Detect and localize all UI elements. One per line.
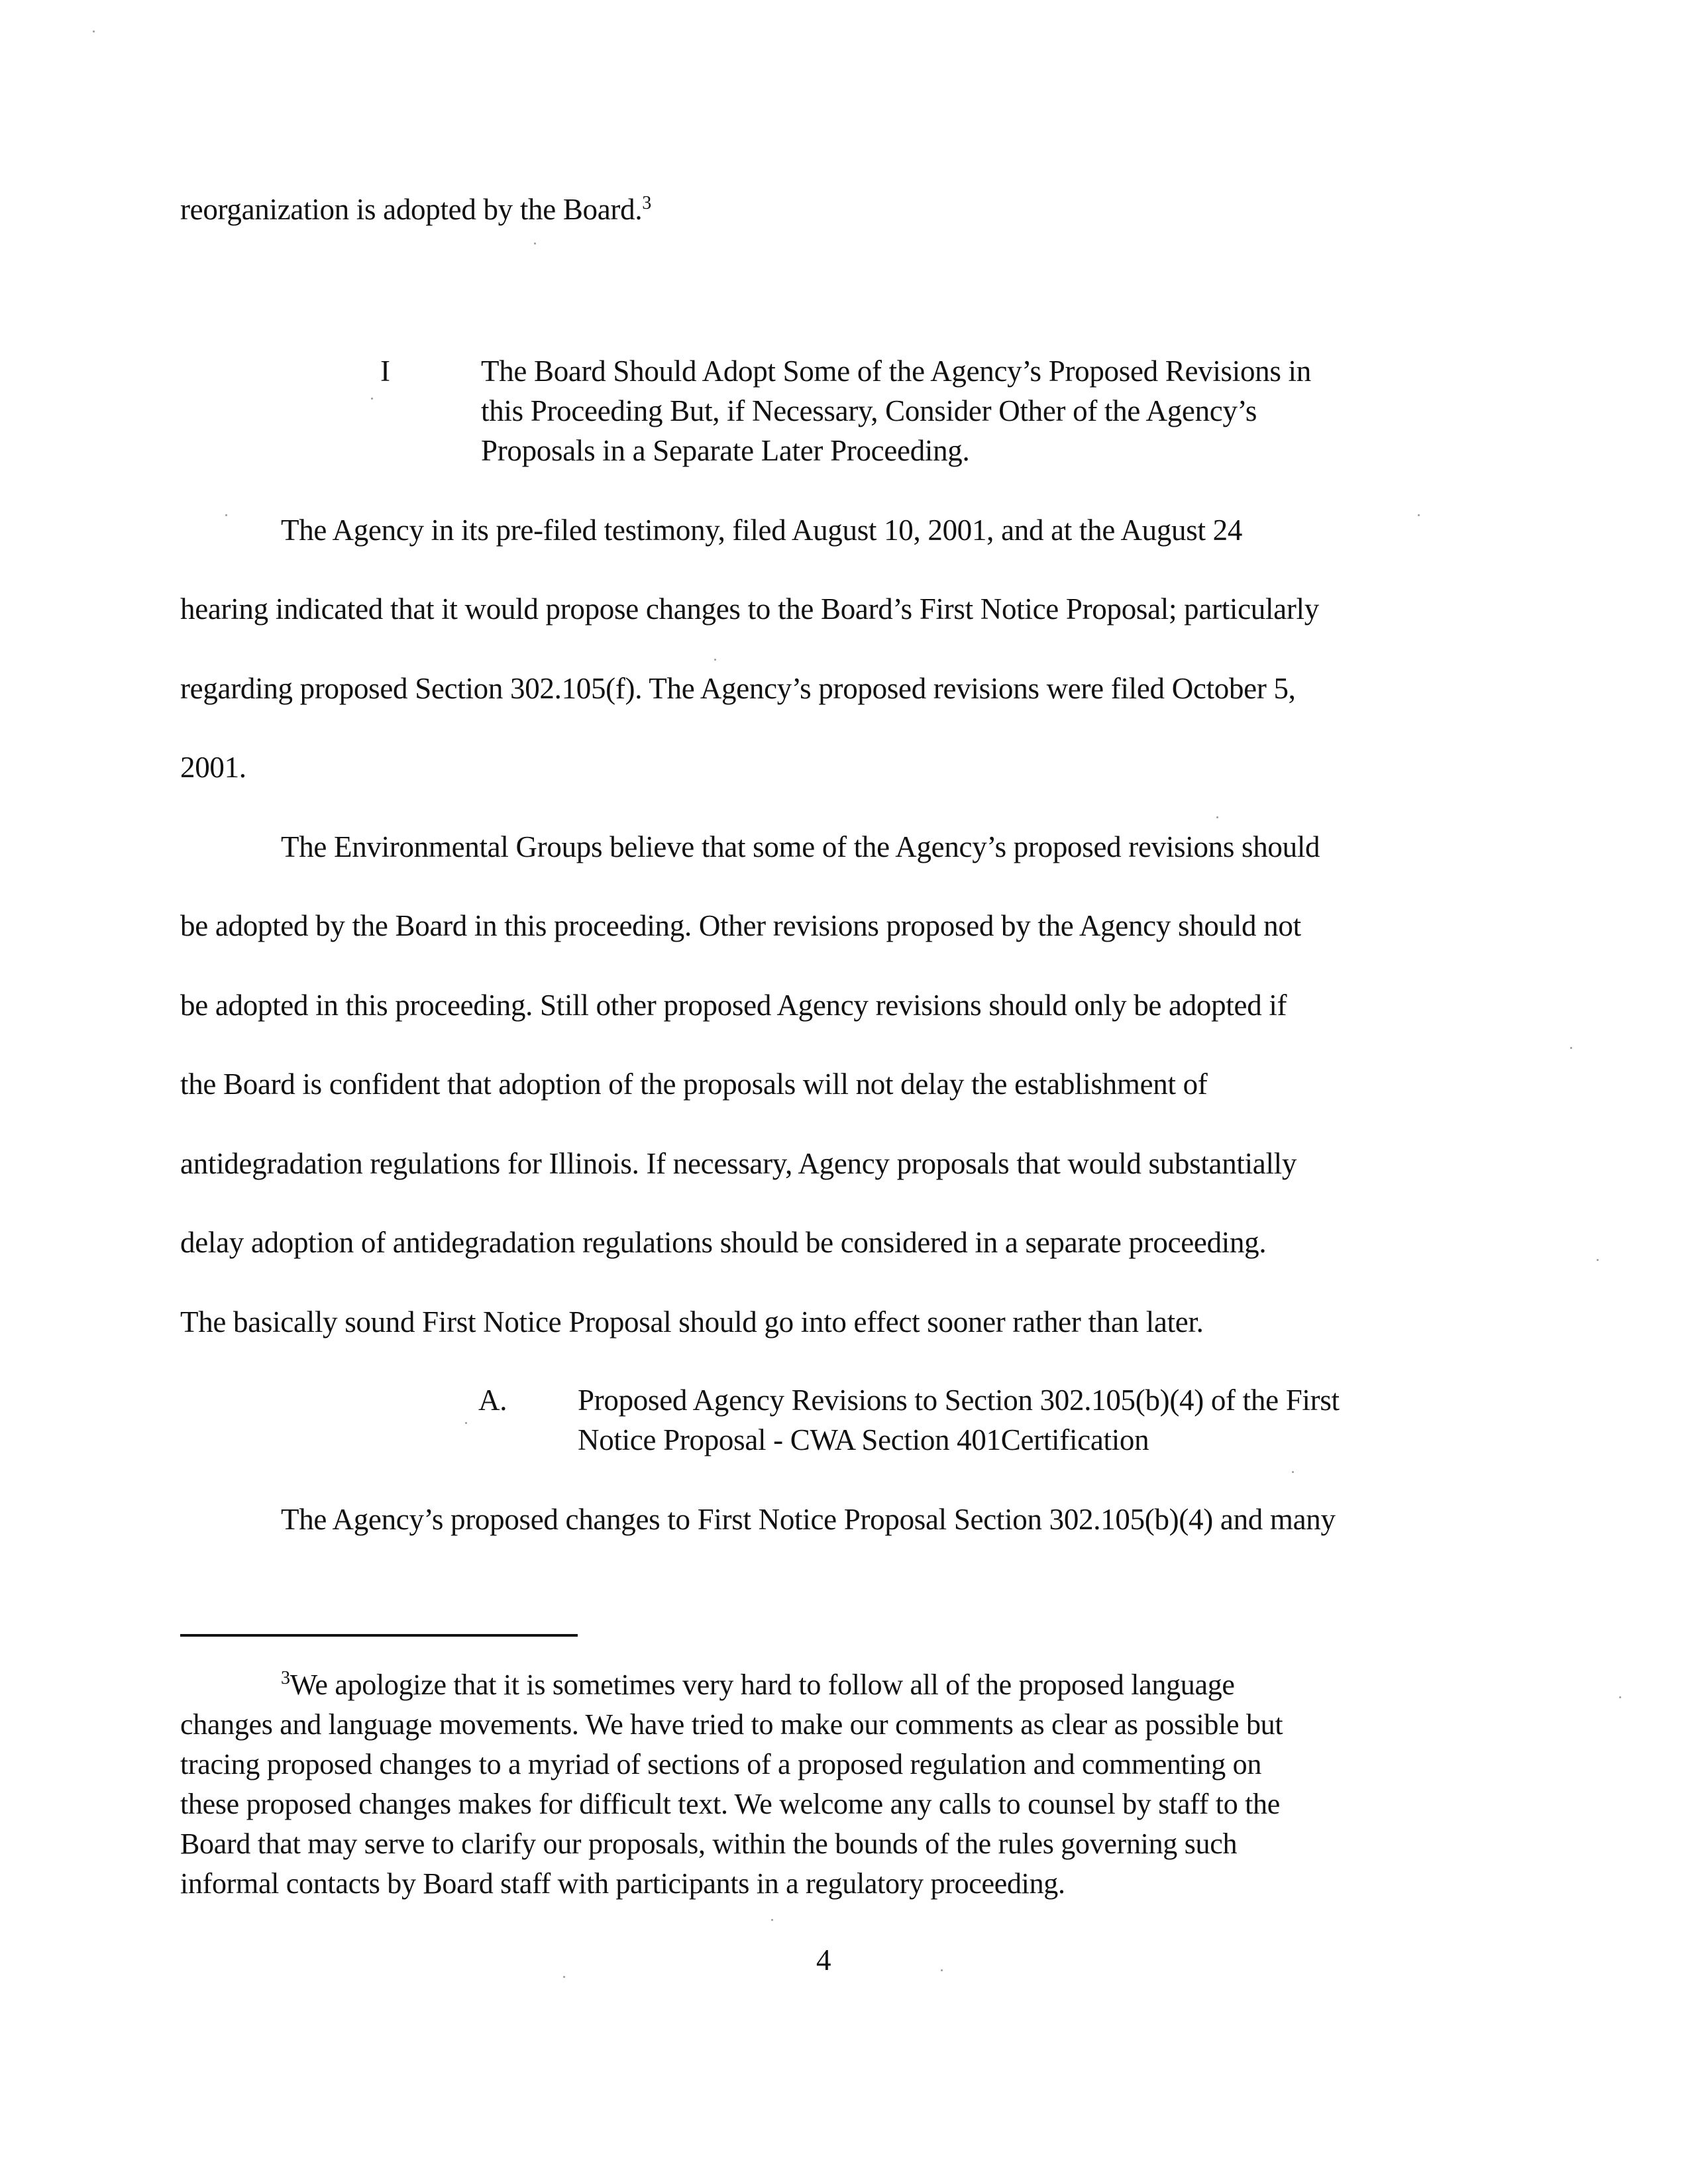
scan-speck: [371, 398, 373, 400]
scan-speck: [1216, 816, 1218, 818]
scan-speck: [771, 1919, 773, 1921]
opening-line: [180, 190, 651, 229]
scan-speck: [93, 30, 95, 32]
heading-2-line: Notice Proposal - CWA Section 401Certification: [578, 1423, 1149, 1456]
heading-1-line: Proposals in a Separate Later Proceeding.: [481, 434, 970, 467]
footnote-line: informal contacts by Board staff with participants in a regulatory proceeding.: [180, 1867, 1065, 1900]
scan-speck: [225, 514, 227, 516]
scan-speck: [1570, 1047, 1572, 1049]
paragraph-1-line: regarding proposed Section 302.105(f). The Agency’s proposed revisions were filed October 5,: [180, 672, 1296, 705]
scan-speck: [465, 1422, 467, 1424]
scan-speck: [1619, 1696, 1621, 1698]
footnote-line: [281, 1665, 1235, 1705]
scan-speck: [534, 243, 536, 245]
page-number: 4: [816, 1943, 831, 1977]
scan-speck: [714, 659, 716, 661]
paragraph-2-line: the Board is confident that adoption of the proposals will not delay the establishment of: [180, 1067, 1208, 1101]
paragraph-1-line: hearing indicated that it would propose changes to the Board’s First Notice Proposal; particularly: [180, 592, 1319, 626]
footnote-line-text: We apologize that it is sometimes very hard to follow all of the proposed language: [290, 1668, 1235, 1701]
footnote-line: tracing proposed changes to a myriad of sections of a proposed regulation and commenting on: [180, 1748, 1262, 1780]
scan-speck: [1292, 1471, 1294, 1473]
heading-2-number: A.: [478, 1384, 507, 1417]
footnote-line: these proposed changes makes for difficult text. We welcome any calls to counsel by staff to the: [180, 1788, 1280, 1820]
paragraph-2-line: be adopted in this proceeding. Still other proposed Agency revisions should only be adopted if: [180, 989, 1287, 1022]
paragraph-2-line: The Environmental Groups believe that some of the Agency’s proposed revisions should: [281, 830, 1320, 863]
paragraph-1-line: The Agency in its pre-filed testimony, filed August 10, 2001, and at the August 24: [281, 514, 1243, 547]
scan-speck: [941, 1969, 943, 1971]
footnote-line: changes and language movements. We have tried to make our comments as clear as possible but: [180, 1708, 1283, 1741]
scan-speck: [563, 1976, 565, 1978]
heading-1-number: I: [380, 355, 390, 388]
paragraph-3-line: The Agency’s proposed changes to First Notice Proposal Section 302.105(b)(4) and many: [281, 1503, 1336, 1536]
opening-text: reorganization is adopted by the Board.: [180, 193, 643, 226]
paragraph-1-line: 2001.: [180, 751, 246, 784]
scan-speck: [1418, 514, 1420, 516]
footnote-line: Board that may serve to clarify our proposals, within the bounds of the rules governing such: [180, 1828, 1238, 1860]
paragraph-2-line: antidegradation regulations for Illinois. If necessary, Agency proposals that would substantially: [180, 1147, 1297, 1180]
footnote-marker: 3: [281, 1668, 290, 1688]
paragraph-2-line: be adopted by the Board in this proceeding. Other revisions proposed by the Agency should not: [180, 909, 1301, 942]
footnote-reference: 3: [642, 193, 651, 213]
scan-speck: [1597, 1259, 1599, 1261]
paragraph-2-line: The basically sound First Notice Proposal should go into effect sooner rather than later.: [180, 1305, 1204, 1338]
paragraph-2-line: delay adoption of antidegradation regulations should be considered in a separate proceeding.: [180, 1226, 1267, 1259]
heading-2-line: Proposed Agency Revisions to Section 302.105(b)(4) of the First: [578, 1384, 1340, 1417]
heading-1-line: The Board Should Adopt Some of the Agency’s Proposed Revisions in: [481, 355, 1311, 388]
footnote-separator: [180, 1634, 578, 1637]
heading-1-line: this Proceeding But, if Necessary, Consider Other of the Agency’s: [481, 394, 1257, 427]
